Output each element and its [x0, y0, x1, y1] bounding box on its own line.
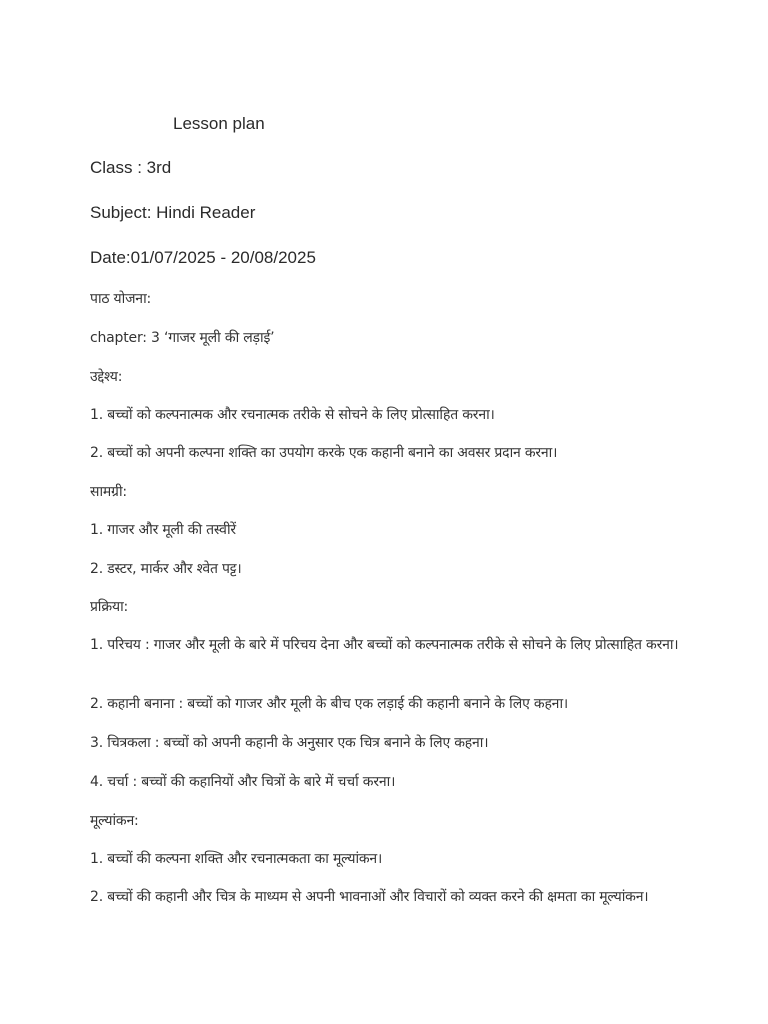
evaluation-item: 2. बच्चों की कहानी और चित्र के माध्यम से अपनी भावनाओं और विचारों को व्यक्त करने की क्षमता का मूल्यांकन।	[90, 889, 649, 905]
evaluation-item: 1. बच्चों की कल्पना शक्ति और रचनात्मकता का मूल्यांकन।	[90, 851, 383, 867]
procedure-item: 4. चर्चा : बच्चों की कहानियों और चित्रों के बारे में चर्चा करना।	[90, 774, 396, 790]
class-line: Class : 3rd	[90, 158, 172, 177]
plan-heading: पाठ योजना:	[90, 291, 152, 307]
chapter-line: chapter: 3 ‘गाजर मूली की लड़ाई’	[90, 330, 275, 346]
objective-item: 1. बच्चों को कल्पनात्मक और रचनात्मक तरीके से सोचने के लिए प्रोत्साहित करना।	[90, 407, 495, 423]
materials-heading: सामग्री:	[90, 484, 127, 500]
evaluation-heading: मूल्यांकन:	[90, 813, 139, 829]
date-line: Date:01/07/2025 - 20/08/2025	[90, 248, 316, 267]
material-item: 2. डस्टर, मार्कर और श्वेत पट्ट।	[90, 561, 242, 577]
procedure-item: 3. चित्रकला : बच्चों को अपनी कहानी के अनुसार एक चित्र बनाने के लिए कहना।	[90, 735, 489, 751]
material-item: 1. गाजर और मूली की तस्वीरें	[90, 522, 236, 538]
procedure-item: 1. परिचय : गाजर और मूली के बारे में परिचय देना और बच्चों को कल्पनात्मक तरीके से सोचने के लिए प्रोत्साहित करना।	[90, 637, 679, 653]
objectives-heading: उद्देश्य:	[90, 369, 123, 385]
document-title: Lesson plan	[173, 114, 265, 133]
subject-line: Subject: Hindi Reader	[90, 203, 256, 222]
procedure-heading: प्रक्रिया:	[90, 599, 129, 615]
objective-item: 2. बच्चों को अपनी कल्पना शक्ति का उपयोग करके एक कहानी बनाने का अवसर प्रदान करना।	[90, 445, 558, 461]
procedure-item: 2. कहानी बनाना : बच्चों को गाजर और मूली के बीच एक लड़ाई की कहानी बनाने के लिए कहना।	[90, 696, 568, 712]
